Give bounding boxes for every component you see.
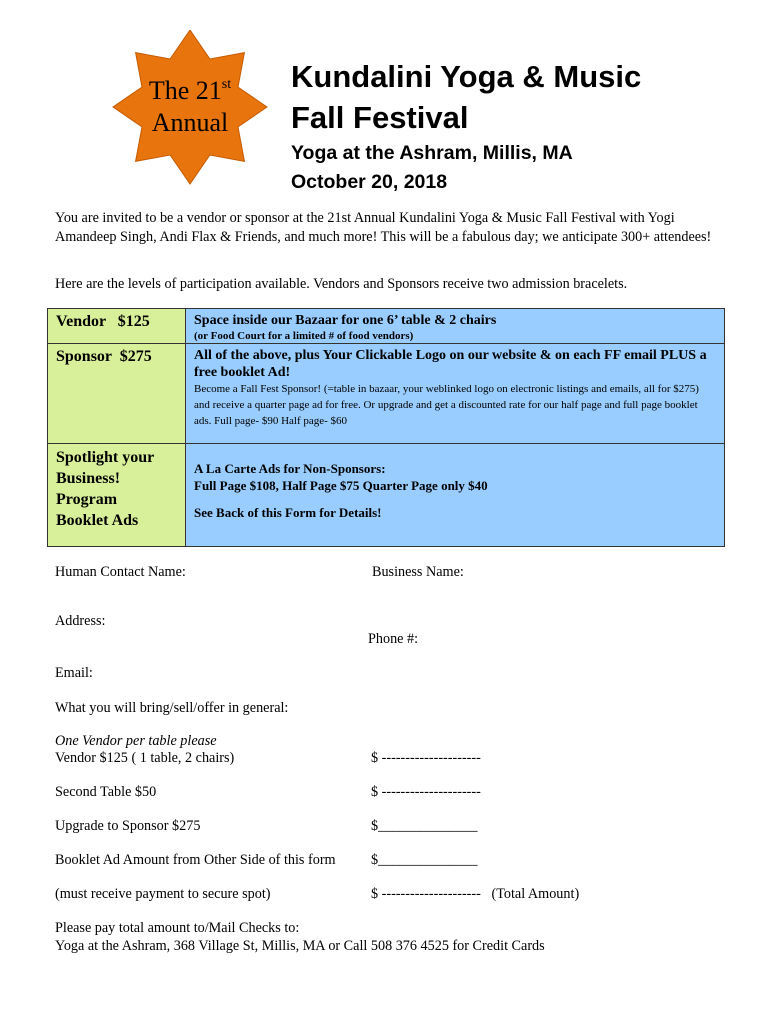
contact-name-label: Human Contact Name: — [55, 564, 186, 580]
item-amount-field: $ --------------------- — [371, 784, 481, 800]
vendor-level-name: Vendor $125 — [56, 313, 150, 330]
levels-intro: Here are the levels of participation available. Vendors and Sponsors receive two admission bracelets. — [55, 276, 628, 292]
item-amount-field: $ --------------------- — [371, 750, 481, 766]
phone-label: Phone #: — [368, 631, 419, 647]
email-label: Email: — [55, 665, 93, 681]
badge-text — [100, 75, 280, 139]
item-label: Booklet Ad Amount from Other Side of this form — [55, 852, 336, 868]
ads-title: A La Carte Ads for Non-Sponsors: — [194, 461, 386, 476]
title-line-1: Kundalini Yoga & Music — [291, 59, 642, 94]
see-back-note: See Back of this Form for Details! — [194, 505, 382, 520]
sponsor-description: All of the above, plus Your Clickable Logo on our website & on each FF email PLUS a free booklet Ad! — [194, 348, 707, 380]
spotlight-name-line-4: Booklet Ads — [56, 512, 139, 529]
date-line: October 20, 2018 — [291, 171, 448, 193]
spotlight-name-line-2: Business! — [56, 470, 121, 487]
vendor-description: Space inside our Bazaar for one 6’ table & 2 chairs — [194, 313, 497, 328]
participation-levels-table — [47, 308, 725, 547]
badge-line2: Annual — [151, 108, 229, 137]
vendor-per-table-note: One Vendor per table please — [55, 733, 217, 749]
festival-title — [291, 56, 641, 138]
sponsor-fine-print: Become a Fall Fest Sponsor! (=table in bazaar, your weblinked logo on electronic listings and emails, all for $275) and receive a quarter page ad for free. Or upgrade and get a discounted rate for our half page and full page booklet ads. Full page- $90 Half page- $60 — [194, 383, 699, 427]
badge-line1: The 21 — [148, 76, 222, 105]
vendor-description-cell — [186, 309, 725, 344]
sponsor-row — [48, 344, 725, 444]
spotlight-description-cell — [186, 444, 725, 547]
badge-ordinal: st — [221, 77, 232, 92]
vendor-level-cell — [48, 309, 186, 344]
title-line-2: Fall Festival — [291, 100, 469, 135]
offer-label: What you will bring/sell/offer in general: — [55, 700, 289, 716]
item-label: Vendor $125 ( 1 table, 2 chairs) — [55, 750, 235, 766]
festival-subtitle — [291, 139, 573, 197]
payment-address: Yoga at the Ashram, 368 Village St, Millis, MA or Call 508 376 4525 for Credit Cards — [55, 938, 545, 954]
spotlight-name-line-3: Program — [56, 491, 118, 508]
vendor-note: (or Food Court for a limited # of food vendors) — [194, 330, 414, 342]
sponsor-description-cell — [186, 344, 725, 444]
spotlight-name-line-1: Spotlight your — [56, 449, 155, 466]
vendor-row — [48, 309, 725, 344]
anniversary-badge — [100, 30, 280, 185]
sponsor-level-name: Sponsor $275 — [56, 348, 152, 365]
item-amount-field: $______________ — [371, 818, 478, 834]
item-label: Upgrade to Sponsor $275 — [55, 818, 201, 834]
payment-instructions: Please pay total amount to/Mail Checks to: — [55, 920, 300, 936]
total-amount-field: $ --------------------- (Total Amount) — [371, 886, 580, 902]
item-label: Second Table $50 — [55, 784, 157, 800]
business-name-label: Business Name: — [372, 564, 464, 580]
sponsor-level-cell — [48, 344, 186, 444]
item-amount-field: $______________ — [371, 852, 478, 868]
spotlight-level-cell — [48, 444, 186, 547]
venue-line: Yoga at the Ashram, Millis, MA — [291, 142, 573, 164]
ads-prices: Full Page $108, Half Page $75 Quarter Page only $40 — [194, 478, 488, 493]
item-label: (must receive payment to secure spot) — [55, 886, 271, 902]
address-label: Address: — [55, 613, 106, 629]
spotlight-row — [48, 444, 725, 547]
intro-paragraph: You are invited to be a vendor or sponsor at the 21st Annual Kundalini Yoga & Music Fall Festival with Yogi Amandeep Singh, Andi Flax & Friends, and much more! This will be a fabulous day; we anticipate 300+ attendees! — [55, 210, 712, 245]
